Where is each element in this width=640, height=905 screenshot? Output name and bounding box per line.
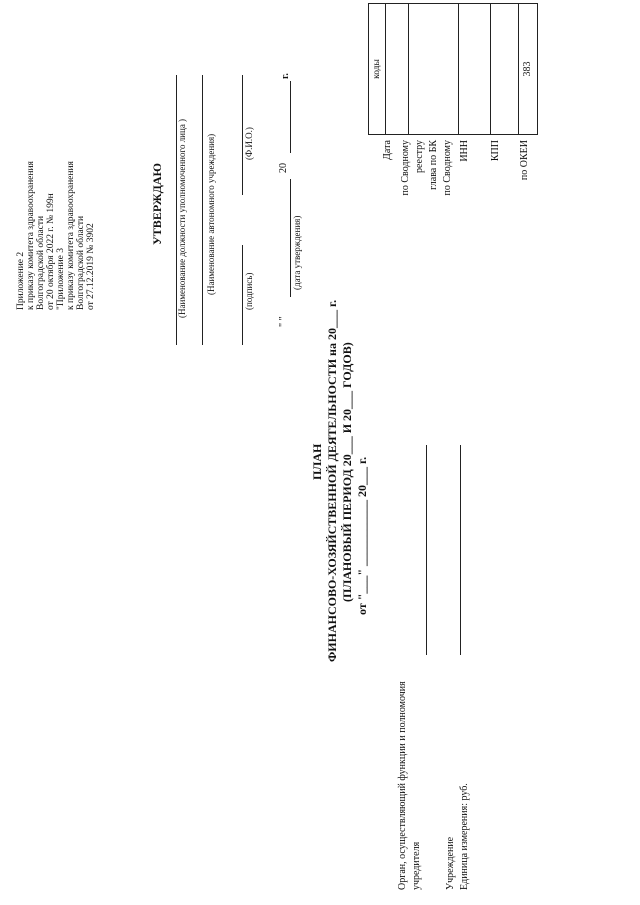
fio-caption: (Ф.И.О.): [244, 127, 254, 160]
code-cell-date: [385, 4, 409, 134]
institution-value-line: [460, 445, 461, 655]
institution-line: [202, 75, 203, 345]
approval-date-year: 20: [278, 163, 289, 173]
approval-title: УТВЕРЖДАЮ: [150, 162, 164, 245]
plan-date: от "___" ___________ 20___ г.: [355, 456, 369, 615]
institution-caption: (Наименование автономного учреждения): [206, 133, 216, 295]
code-label-okei: по ОКЕИ: [519, 140, 530, 181]
plan-title: ПЛАН: [310, 443, 324, 480]
code-cell-reestr: [408, 4, 459, 134]
signature-caption: (подпись): [244, 272, 254, 310]
code-cell-inn: [458, 4, 491, 134]
approval-date-line: [290, 179, 291, 297]
code-label-svodny: по Сводному: [400, 140, 411, 196]
appendix-line: от 20 октября 2022 г. № 199н: [46, 193, 56, 310]
appendix-line: "Приложение 3: [56, 248, 66, 310]
approval-date-quotes: " ": [278, 316, 289, 327]
code-label-glava: глава по БК: [428, 140, 439, 190]
appendix-line: к приказу комитета здравоохранения: [26, 161, 36, 310]
codes-header: коды: [369, 4, 386, 134]
appendix-line: от 27.12.2019 № 3902: [86, 223, 96, 310]
codes-table: [368, 3, 538, 135]
code-label-reestr: реестру: [414, 140, 425, 173]
code-label-inn: ИНН: [459, 140, 470, 162]
institution-label: Учреждение: [445, 836, 456, 890]
code-label-svodny2: по Сводному: [442, 140, 453, 196]
code-label-date: Дата: [382, 140, 393, 160]
code-cell-kpp: [490, 4, 519, 134]
appendix-line: Волгоградской области: [36, 215, 46, 310]
appendix-line: к приказу комитета здравоохранения: [66, 161, 76, 310]
organ-label: Орган, осуществляющий функции и полномочия: [397, 681, 408, 890]
appendix-line: Волгоградской области: [76, 215, 86, 310]
plan-subtitle: ФИНАНСОВО-ХОЗЯЙСТВЕННОЙ ДЕЯТЕЛЬНОСТИ на 20___ г.: [325, 299, 339, 662]
appendix-note: [16, 161, 96, 310]
appendix-line: Приложение 2: [16, 251, 26, 310]
unit-label: Единица измерения: руб.: [459, 783, 470, 890]
approval-date-suffix: г.: [280, 73, 291, 79]
fio-line: [242, 75, 243, 195]
position-caption: (Наименование должности уполномоченного лица ): [177, 118, 187, 318]
code-cell-okei: 383: [522, 61, 533, 77]
organ-label-cont: учредителя: [411, 841, 422, 890]
approval-year-line: [290, 81, 291, 153]
date-caption: (дата утверждения): [292, 215, 302, 290]
signature-line: [242, 245, 243, 345]
plan-period: (ПЛАНОВЫЙ ПЕРИОД 20___ И 20___ ГОДОВ): [340, 342, 354, 602]
code-label-kpp: КПП: [490, 140, 501, 162]
organ-value-line: [426, 445, 427, 655]
